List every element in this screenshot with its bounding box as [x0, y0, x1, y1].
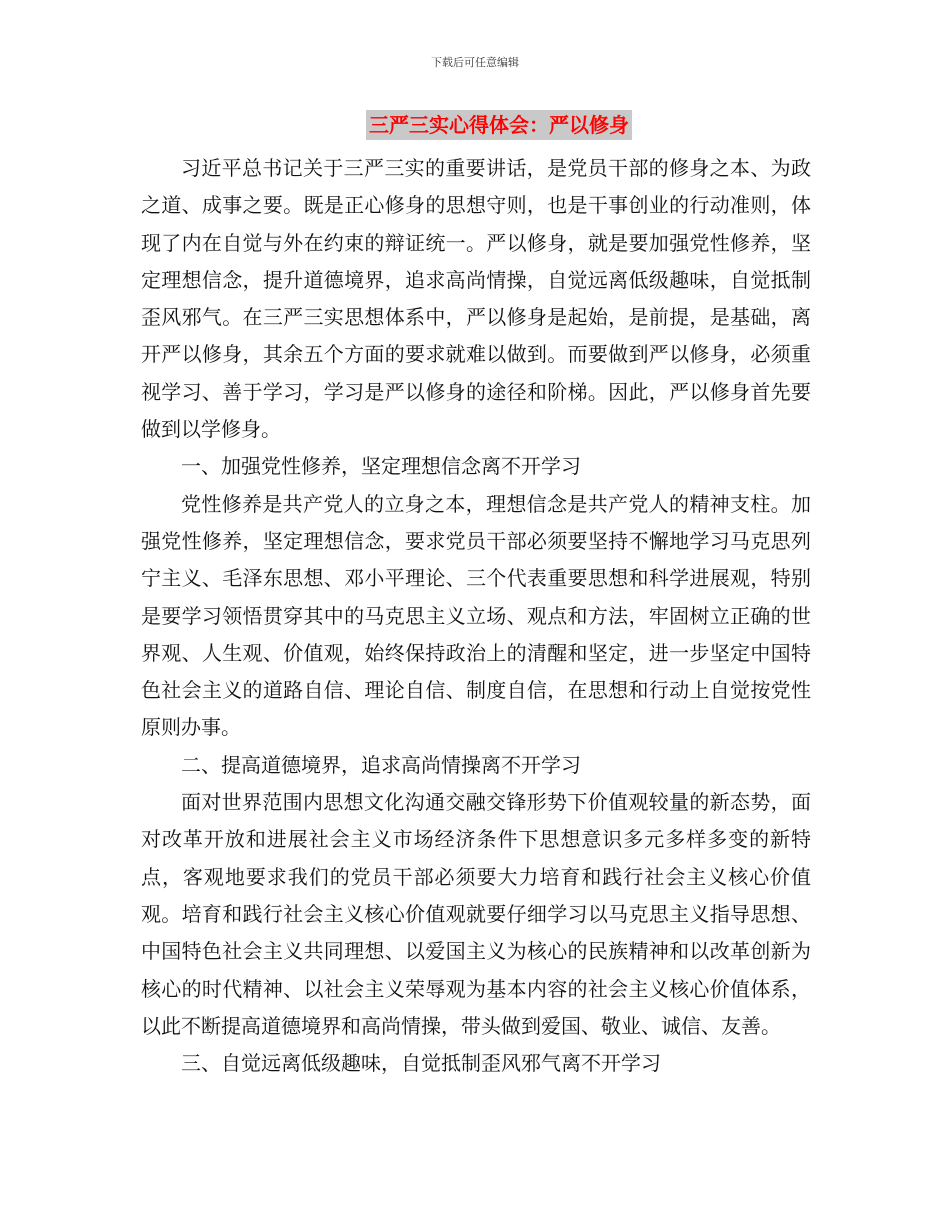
section-heading: 一、加强党性修养，坚定理想信念离不开学习 — [181, 454, 581, 479]
document-title: 三严三实心得体会：严以修身 — [366, 110, 632, 140]
section-heading: 三、自觉远离低级趣味，自觉抵制歪风邪气离不开学习 — [181, 1051, 661, 1076]
title-wrap — [0, 110, 950, 140]
document-body — [141, 150, 811, 1082]
body-paragraph: 党性修养是共产党人的立身之本，理想信念是共产党人的精神支柱。加强党性修养，坚定理想信念，要求党员干部必须要坚持不懈地学习马克思列宁主义、毛泽东思想、邓小平理论、三个代表重要思想和科学进展观，特别是要学习领悟贯穿其中的马克思主义立场、观点和方法，牢固树立正确的世界观、人生观、价值观，始终保持政治上的清醒和坚定，进一步坚定中国特色社会主义的道路自信、理论自信、制度自信，在思想和行动上自觉按党性原则办事。 — [141, 491, 811, 740]
page-header: 下载后可任意编辑 — [431, 56, 519, 69]
body-paragraph: 习近平总书记关于三严三实的重要讲话，是党员干部的修身之本、为政之道、成事之要。既是正心修身的思想守则，也是干事创业的行动准则，体现了内在自觉与外在约束的辩证统一。严以修身，就是要加强党性修养，坚定理想信念，提升道德境界，追求高尚情操，自觉远离低级趣味，自觉抵制歪风邪气。在三严三实思想体系中，严以修身是起始，是前提，是基础，离开严以修身，其余五个方面的要求就难以做到。而要做到严以修身，必须重视学习、善于学习，学习是严以修身的途径和阶梯。因此，严以修身首先要做到以学修身。 — [141, 156, 811, 442]
body-paragraph: 面对世界范围内思想文化沟通交融交锋形势下价值观较量的新态势，面对改革开放和进展社会主义市场经济条件下思想意识多元多样多变的新特点，客观地要求我们的党员干部必须要大力培育和践行社会主义核心价值观。培育和践行社会主义核心价值观就要仔细学习以马克思主义指导思想、中国特色社会主义共同理想、以爱国主义为核心的民族精神和以改革创新为核心的时代精神、以社会主义荣辱观为基本内容的社会主义核心价值体系，以此不断提高道德境界和高尚情操，带头做到爱国、敬业、诚信、友善。 — [141, 790, 811, 1038]
section-heading: 二、提高道德境界，追求高尚情操离不开学习 — [181, 752, 581, 777]
